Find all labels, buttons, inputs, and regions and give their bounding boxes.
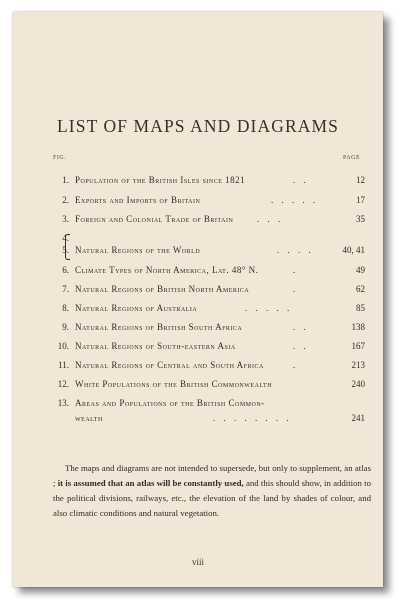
figure-number: 3.: [62, 214, 69, 224]
entry-page-number: 85: [356, 303, 365, 313]
list-item: [13, 244, 383, 257]
list-item: [13, 321, 383, 334]
entry-title: Areas and Populations of the British Common-: [75, 398, 265, 408]
entry-page-number: 35: [356, 214, 365, 224]
leader-dots: . . . . .: [271, 195, 319, 205]
leader-dots: . .: [293, 175, 309, 185]
leader-dots: . . . . .: [245, 303, 293, 313]
entry-page-number: 213: [351, 360, 365, 370]
note-paragraph: [53, 461, 371, 521]
entry-page-number: 12: [356, 175, 365, 185]
list-item: [13, 412, 383, 425]
leader-dots: . .: [293, 341, 309, 351]
page-column-header: PAGE: [343, 155, 361, 161]
list-item: [13, 359, 383, 372]
entry-title: Natural Regions of the World: [75, 245, 201, 255]
figure-number: 11.: [58, 360, 69, 370]
figure-number: 10.: [57, 341, 69, 351]
list-item: [13, 264, 383, 277]
entry-title: Natural Regions of British North America: [75, 284, 250, 294]
entry-page-number: 62: [356, 284, 365, 294]
entry-title: Natural Regions of Australia: [75, 303, 198, 313]
list-item: [13, 174, 383, 187]
leader-dots: . . .: [257, 214, 284, 224]
list-item: [13, 302, 383, 315]
entry-title: Natural Regions of South-eastern Asia: [75, 341, 236, 351]
entry-page-number: 17: [356, 195, 365, 205]
entry-page-number: 167: [351, 341, 365, 351]
leader-dots: .: [293, 265, 299, 275]
list-item: [13, 397, 383, 410]
entry-title: White Populations of the British Commonwealth: [75, 379, 273, 389]
note-text-1: The maps and diagrams are not intended to supersede, but only to supplement, an atlas ;: [53, 463, 371, 488]
book-page: [13, 12, 383, 587]
entry-title: wealth: [75, 413, 103, 423]
entry-page-number: 138: [351, 322, 365, 332]
figure-number: 4.: [62, 233, 69, 243]
figure-number: 7.: [62, 284, 69, 294]
entry-title: Climate Types of North America, Lat. 48° N.: [75, 265, 259, 275]
entry-title: Foreign and Colonial Trade of Britain: [75, 214, 234, 224]
list-item: [13, 213, 383, 226]
figure-number: 13.: [57, 398, 69, 408]
leader-dots: .: [293, 360, 299, 370]
fig-column-header: FIG.: [53, 155, 67, 161]
entry-title: Natural Regions of British South Africa: [75, 322, 243, 332]
page-number: viii: [191, 557, 204, 567]
figure-number: 2.: [62, 195, 69, 205]
list-item: [13, 194, 383, 207]
note-bold-text: it is assumed that an atlas will be constantly used,: [57, 478, 244, 488]
entry-page-number: 241: [351, 413, 365, 423]
figure-number: 5.: [62, 245, 69, 255]
figure-number: 12.: [57, 379, 69, 389]
leader-dots: . .: [293, 322, 309, 332]
figure-number: 6.: [62, 265, 69, 275]
leader-dots: .: [293, 284, 299, 294]
entry-title: Exports and Imports of Britain: [75, 195, 201, 205]
page-title: LIST OF MAPS AND DIAGRAMS: [57, 116, 339, 136]
entry-title: Natural Regions of Central and South Africa: [75, 360, 264, 370]
list-item: [13, 378, 383, 391]
entry-page-number: 49: [356, 265, 365, 275]
note-text-2: and this should show, in addition to the political divisions, railways, etc., the elevation of the land by shades of colour, and also climatic conditions and natural vegetation.: [53, 478, 371, 518]
entry-title: Population of the British Isles since 1821: [75, 175, 246, 185]
entry-page-number: 240: [351, 379, 365, 389]
figure-number: 1.: [62, 175, 69, 185]
list-item: [13, 340, 383, 353]
leader-dots: . . . .: [277, 245, 314, 255]
list-item: [13, 283, 383, 296]
entry-page-number: 40, 41: [342, 245, 365, 255]
figure-number: 8.: [62, 303, 69, 313]
figure-number: 9.: [62, 322, 69, 332]
leader-dots: . . . . . . . .: [213, 413, 292, 423]
